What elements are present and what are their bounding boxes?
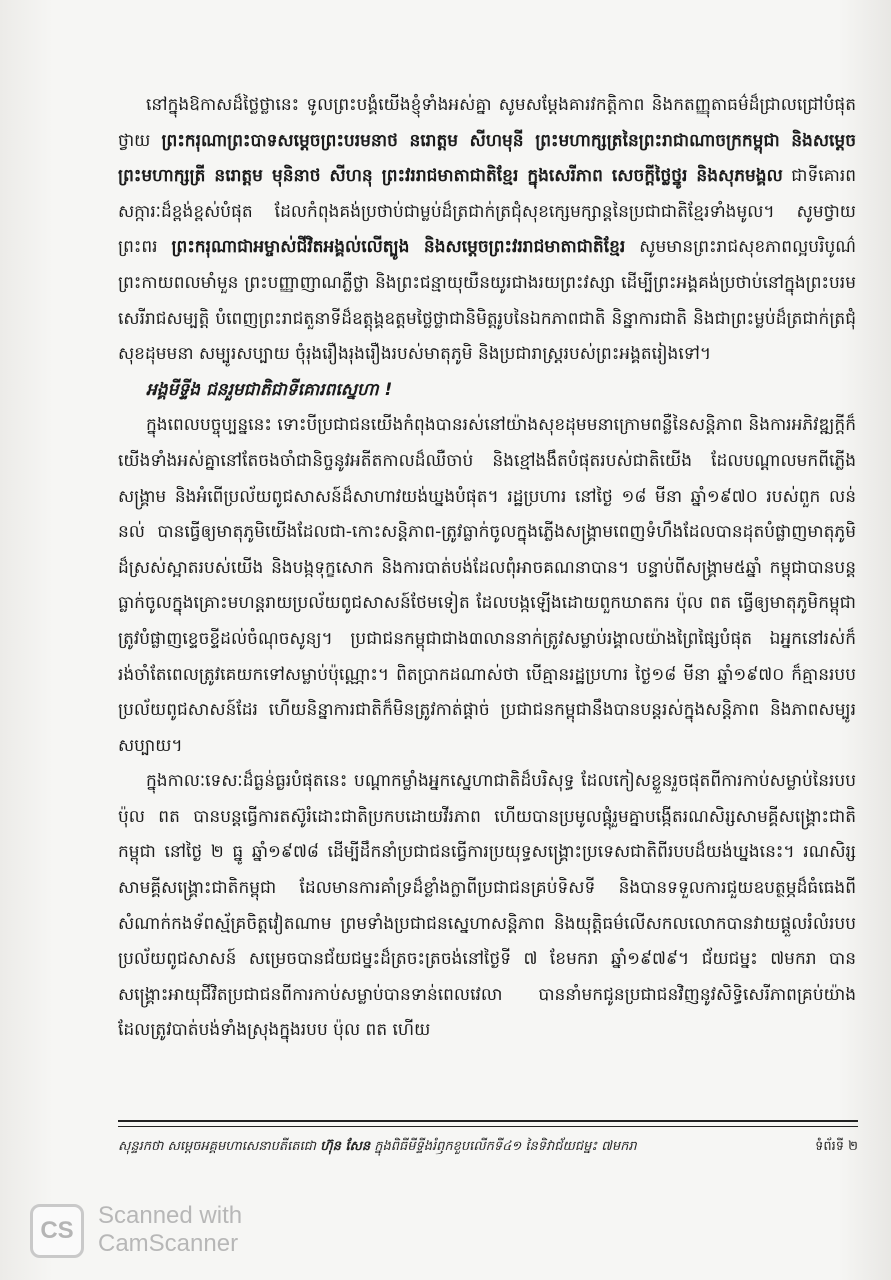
- camscanner-logo-icon: CS: [30, 1204, 84, 1258]
- paragraph-royal-tribute: [118, 88, 856, 373]
- watermark-line-2: CamScanner: [98, 1230, 239, 1257]
- salutation-line: អង្គមីទ្ទីង ជនរួមជាតិជាទីគោរពស្នេហា !: [146, 379, 393, 400]
- paragraph-1-middle: ជាទីគោរពសក្ការៈដ៏ខ្ពង់ខ្ពស់បំផុត ដែលកំពុងគង់ប្រថាប់ជាម្លប់ដ៏ត្រជាក់ត្រជុំសុខក្សេមក្សាន្តនៃប្រជាជាតិខ្មែរទាំងមូល។ សូមថ្វាយព្រះពរ: [118, 166, 857, 258]
- speech-body: [118, 88, 856, 1049]
- footer-rule-thick: [118, 1120, 858, 1122]
- watermark-line-1: Scanned with: [98, 1202, 243, 1229]
- camscanner-watermark: [30, 1200, 330, 1262]
- royal-titles-bold: ព្រះករុណាព្រះបាទសម្តេចព្រះបរមនាថ នរោត្តម សីហមុនី ព្រះមហាក្សត្រនៃព្រះរាជាណាចក្រកម្ពុជា និងសម្តេចព្រះមហាក្សត្រី នរោត្តម មុនិនាថ សីហនុ ព្រះវររាជមាតាជាតិខ្មែរ ក្នុងសេរីភាព សេចក្តីថ្លៃថ្នូរ និងសុភមង្គល: [118, 130, 856, 187]
- page-footer: [118, 1131, 858, 1163]
- page-number: ទំព័រទី ២: [815, 1139, 858, 1154]
- paragraph-history: ក្នុងពេលបច្ចុប្បន្ននេះ ទោះបីប្រជាជនយើងកំពុងបានរស់នៅយ៉ាងសុខដុមមនាក្រោមពន្លឺនៃសន្តិភាព និងការអភិវឌ្ឍក្តីក៏យើងទាំងអស់គ្នានៅតែចងចាំជានិច្ចនូវអតីតកាលដ៏ឈឺចាប់ និងខ្មៅងងឹតបំផុតរបស់ជាតិយើង ដែលបណ្តាលមកពីភ្លើងសង្គ្រាម និងអំពើប្រល័យពូជសាសន៍ដ៏សាហាវយង់ឃ្នងបំផុត។ រដ្ឋប្រហារ នៅថ្ងៃ ១៨ មីនា ឆ្នាំ១៩៧០ របស់ពួក លន់ នល់ បានធ្វើឲ្យមាតុភូមិយើងដែលជា-កោះសន្តិភាព-ត្រូវធ្លាក់ចូលក្នុងភ្លើងសង្គ្រាមពេញទំហឹងដែលបានដុតបំផ្លាញមាតុភូមិដ៏ស្រស់ស្អាតរបស់យើង និងបង្កទុក្ខសោក និងការបាត់បង់ដែលពុំអាចគណនាបាន។ បន្ទាប់ពីសង្គ្រាម៥ឆ្នាំ កម្ពុជាបានបន្តធ្លាក់ចូលក្នុងគ្រោះមហន្តរាយប្រល័យពូជសាសន៍ថែមទៀត ដែលបង្កឡើងដោយពួកឃាតករ ប៉ុល ពត ធ្វើឲ្យមាតុភូមិកម្ពុជាត្រូវបំផ្លាញខ្ទេចខ្ទីដល់ចំណុចសូន្យ។ ប្រជាជនកម្ពុជាជាង៣លាននាក់ត្រូវសម្លាប់រង្គាលយ៉ាងព្រៃផ្សៃបំផុត ឯអ្នកនៅរស់ក៏រង់ចាំតែពេលត្រូវគេយកទៅសម្លាប់ប៉ុណ្ណោះ។ ពិតប្រាកដណាស់ថា បើគ្មានរដ្ឋប្រហារ ថ្ងៃ១៨ មីនា ឆ្នាំ១៩៧០ ក៏គ្មានរបបប្រល័យពូជសាសន៍ដែរ ហើយនិន្នាការជាតិក៏មិនត្រូវកាត់ផ្តាច់ ប្រជាជនកម្ពុជានឹងបានបន្តរស់ក្នុងសន្តិភាព និងភាពសម្បូរសប្បាយ។: [118, 415, 856, 756]
- paragraph-1-intro: នៅក្នុងឱកាសដ៏ថ្លៃថ្លានេះ ទូលព្រះបង្គំយើងខ្ញុំទាំងអស់គ្នា សូមសម្តែងគារវកត្តិកាព និងកតញ្ញុតាធម៌ដ៏ជ្រាលជ្រៅបំផុត ថ្វាយ: [118, 95, 856, 151]
- royal-blessing-bold: ព្រះករុណាជាអម្ចាស់ជីវិតអង្គល់លើត្បូង និងសម្តេចព្រះវររាជមាតាជាតិខ្មែរ: [171, 237, 626, 258]
- footer-caption: [118, 1131, 637, 1163]
- footer-caption-a: សុន្ទរកថា សម្តេចអគ្គមហាសេនាបតីតេជោ: [118, 1139, 321, 1154]
- footer-speaker-name: ហ៊ុន សែន: [320, 1139, 371, 1154]
- paragraph-1-end: សូមមានព្រះរាជសុខភាពល្អបរិបូណ៌ ព្រះកាយពលមាំមួន ព្រះបញ្ញាញាណភ្លឺថ្លា និងព្រះជន្មាយុយឺនយូរជាងរយព្រះវស្សា ដើម្បីព្រះអង្គគង់ប្រថាប់នៅក្នុងព្រះបរមសេរីរាជសម្បត្តិ បំពេញព្រះរាជតួនាទីដ៏ឧត្តុង្គឧត្តមថ្លៃថ្លាជានិមិត្តរូបនៃឯកភាពជាតិ និន្នាការជាតិ និងជាព្រះម្លប់ដ៏ត្រជាក់ត្រជុំសុខដុមមនា សម្បូរសប្បាយ ចុំរុងរឿងរុងរឿងរបស់មាតុភូមិ និងប្រជារាស្ត្ររបស់ព្រះអង្គតរៀងទៅ។: [118, 237, 857, 365]
- camscanner-text: [98, 1202, 242, 1258]
- footer-rule-thin: [118, 1126, 858, 1127]
- footer-caption-b: ក្នុងពិធីមីទ្ទីងរំឭកខួបលើកទី៤១ នៃទិវាជ័យជម្នះ ៧មករា: [370, 1139, 637, 1154]
- paragraph-liberation: ក្នុងកាលៈទេសៈដ៏ធ្ងន់ធ្ងរបំផុតនេះ បណ្តាកម្លាំងអ្នកស្នេហាជាតិដ៏បរិសុទ្ធ ដែលកៀសខ្លួនរួចផុតពីការកាប់សម្លាប់នៃរបប ប៉ុល ពត បានបន្តធ្វើការតស៊ូរំដោះជាតិប្រកបដោយវីរភាព ហើយបានប្រមូលផ្តុំរួមគ្នាបង្កើតរណសិរ្សសាមគ្គីសង្គ្រោះជាតិកម្ពុជា នៅថ្ងៃ ២ ធ្នូ ឆ្នាំ១៩៧៨ ដើម្បីដឹកនាំប្រជាជនធ្វើការប្រយុទ្ធសង្គ្រោះប្រទេសជាតិពីរបបដ៏យង់ឃ្នងនេះ។ រណសិរ្សសាមគ្គីសង្គ្រោះជាតិកម្ពុជា ដែលមានការគាំទ្រដ៏ខ្លាំងក្លាពីប្រជាជនគ្រប់ទិសទី និងបានទទួលការជួយឧបត្ថម្ភដ៏ធំធេងពីសំណាក់កងទ័ពស្ម័គ្រចិត្តវៀតណាម ព្រមទាំងប្រជាជនស្នេហាសន្តិភាព និងយុត្តិធម៌លើសកលលោកបានវាយផ្តួលរំលំរបបប្រល័យពូជសាសន៍ សម្រេចបានជ័យជម្នះដ៏ត្រចះត្រចង់នៅថ្ងៃទី ៧ ខែមករា ឆ្នាំ១៩៧៩។ ជ័យជម្នះ ៧មករា បានសង្គ្រោះអាយុជីវិតប្រជាជនពីការកាប់សម្លាប់បានទាន់ពេលវេលា បាននាំមកជូនប្រជាជនវិញនូវសិទ្ធិសេរីភាពគ្រប់យ៉ាង ដែលត្រូវបាត់បង់ទាំងស្រុងក្នុងរបប ប៉ុល ពត ហើយ: [118, 771, 856, 1041]
